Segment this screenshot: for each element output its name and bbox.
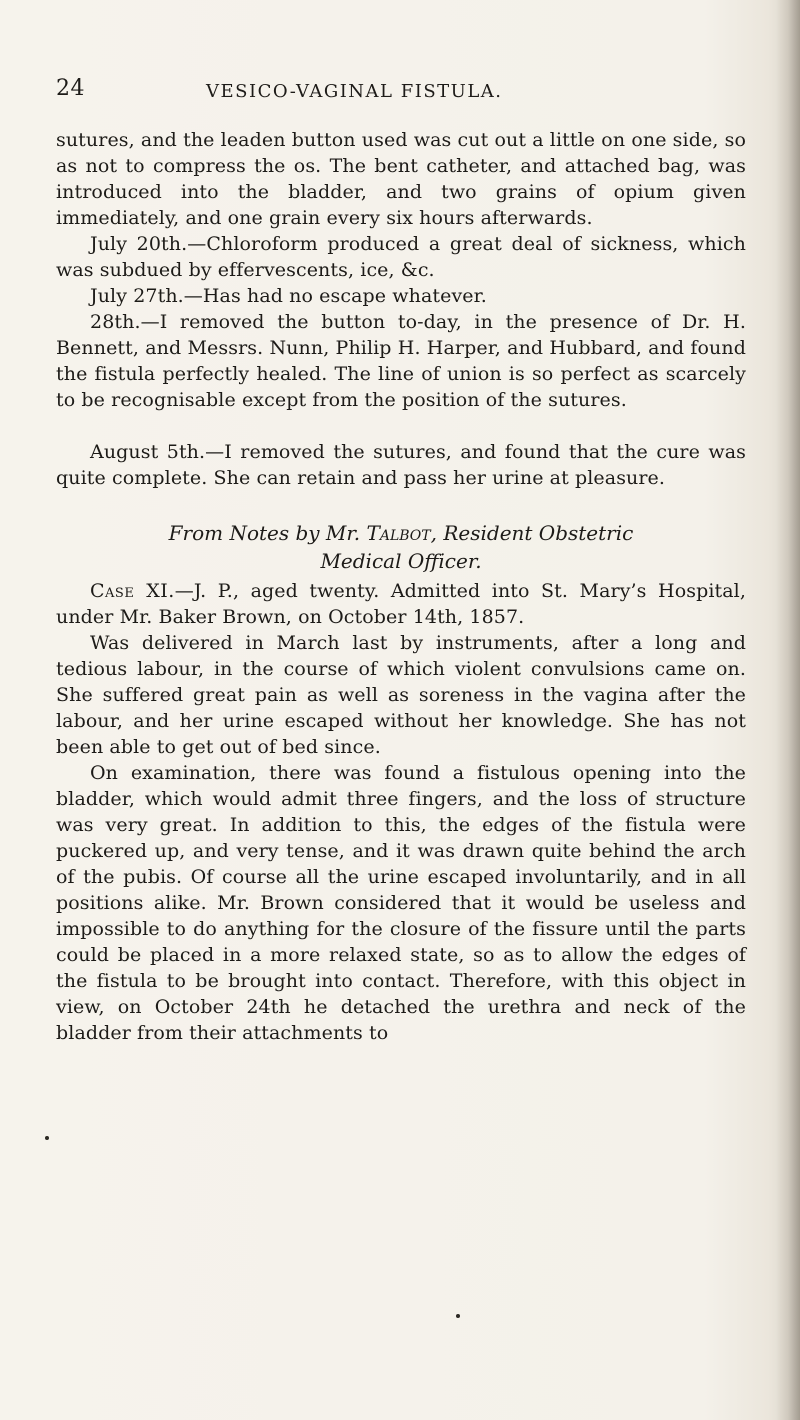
page-edge-shadow [776, 0, 800, 1420]
paragraph-1: sutures, and the leaden button used was cut out a little on one side, so as not to compress the os. The bent catheter, and attached bag, was introduced into the bladder, and two grains of opium given immediately, and one grain every six hours afterwards. [56, 129, 746, 229]
case-label: Case XI. [90, 580, 175, 602]
caption-line-2: Medical Officer. [320, 549, 482, 573]
paragraph-3: July 27th.—Has had no escape whatever. [90, 285, 487, 307]
paragraph-5: August 5th.—I removed the sutures, and found that the cure was quite complete. She can retain and pass her urine at pleasure. [56, 441, 746, 489]
page-number: 24 [56, 76, 85, 101]
caption-prefix: From Notes by Mr. [168, 521, 367, 545]
paragraph-4: 28th.—I removed the button to-day, in the presence of Dr. H. Bennett, and Messrs. Nunn, Philip H. Harper, and Hubbard, and found the fistula perfectly healed. The line of union is so perfect as scarcely to be recognisable except from the position of the sutures. [56, 311, 746, 411]
page-speck-2 [456, 1314, 460, 1318]
case-opening-text: —J. P., aged twenty. Admitted into St. Mary’s Hospital, under Mr. Baker Brown, on October 14th, 1857. [56, 580, 747, 628]
page-speck-1 [45, 1136, 49, 1140]
caption-suffix: , Resident Obstetric [430, 521, 634, 545]
case-paragraph-2: Was delivered in March last by instruments, after a long and tedious labour, in the course of which violent convulsions came on. She suffered great pain as well as soreness in the vagina after the labour, and her urine escaped without her knowledge. She has not been able to get out of bed since. [56, 632, 746, 758]
case-paragraph-3: On examination, there was found a fistulous opening into the bladder, which would admit three fingers, and the loss of structure was very great. In addition to this, the edges of the fistula were puckered up, and very tense, and it was drawn quite behind the arch of the pubis. Of course all the urine escaped involuntarily, and in all positions alike. Mr. Brown considered that it would be useless and impossible to do anything for the closure of the fissure until the parts could be placed in a more relaxed state, so as to allow the edges of the fistula to be brought into contact. Therefore, with this object in view, on October 24th he detached the urethra and neck of the bladder from their attachments to [56, 762, 746, 1044]
case-opening [56, 578, 746, 630]
notes-caption [56, 519, 746, 575]
caption-name: Talbot [366, 521, 431, 545]
running-title: VESICO-VAGINAL FISTULA. [206, 81, 503, 102]
paragraph-2: July 20th.—Chloroform produced a great deal of sickness, which was subdued by effervescents, ice, &c. [56, 233, 746, 281]
